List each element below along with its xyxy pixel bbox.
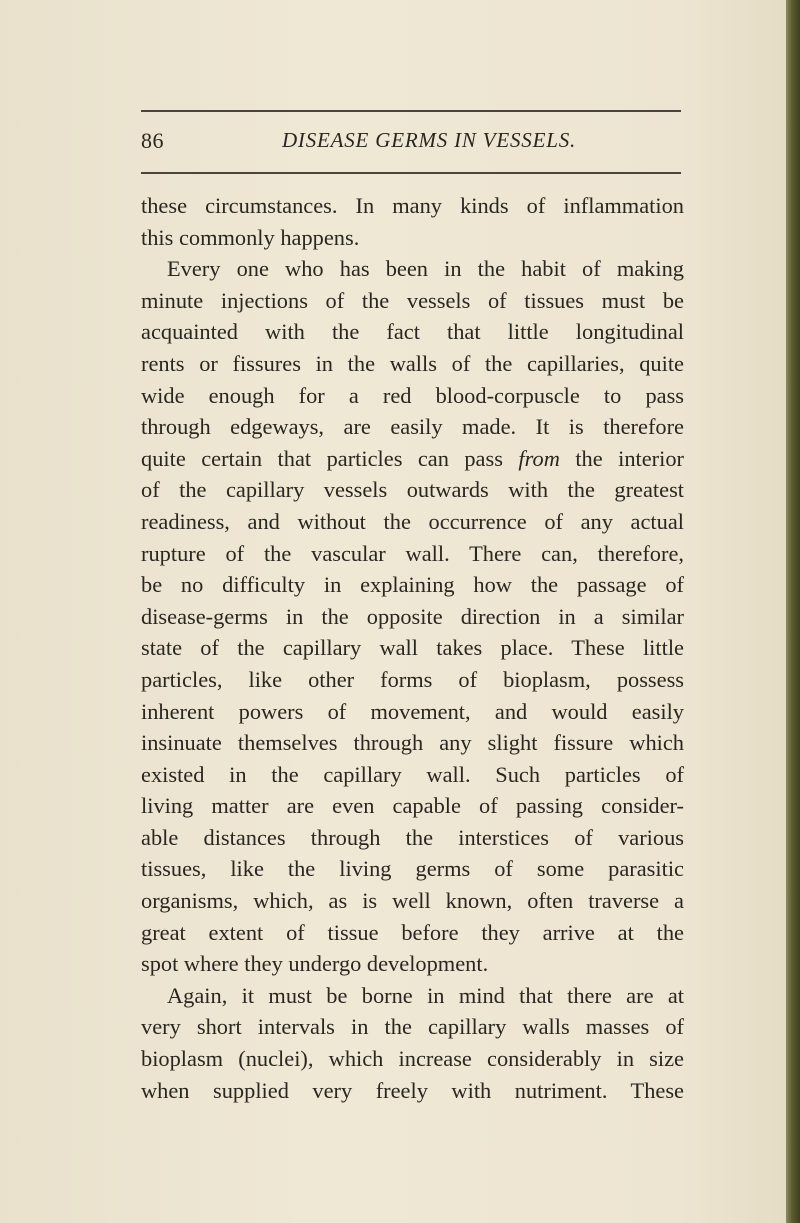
text-line: very short intervals in the capillary walls masses of — [141, 1014, 684, 1040]
text-segment: the interior — [575, 445, 685, 471]
text-line: acquainted with the fact that little longitudinal — [141, 319, 684, 345]
text-line: Again, it must be borne in mind that there are at — [167, 982, 684, 1008]
text-segment: quite certain that particles can pass — [141, 445, 503, 471]
text-line: wide enough for a red blood-corpuscle to pass — [141, 382, 684, 408]
text-line: able distances through the interstices of various — [141, 824, 684, 850]
emphasized-word: from — [518, 445, 560, 471]
page-header — [141, 128, 681, 162]
text-line: spot where they undergo development. — [141, 951, 489, 977]
text-line: state of the capillary wall takes place. These little — [141, 635, 684, 661]
text-line: particles, like other forms of bioplasm, possess — [141, 666, 684, 692]
text-line: when supplied very freely with nutriment. These — [141, 1077, 684, 1103]
text-line: be no difficulty in explaining how the passage of — [141, 572, 684, 598]
text-line: tissues, like the living germs of some parasitic — [141, 856, 684, 882]
text-line: rupture of the vascular wall. There can, therefore, — [141, 540, 684, 566]
text-line: organisms, which, as is well known, often traverse a — [141, 888, 684, 914]
text-line: great extent of tissue before they arrive at the — [141, 919, 684, 945]
text-line: minute injections of the vessels of tissues must be — [141, 287, 684, 313]
text-line: bioplasm (nuclei), which increase considerably in size — [141, 1046, 684, 1072]
text-line: living matter are even capable of passing consider- — [141, 793, 684, 819]
text-line: through edgeways, are easily made. It is therefore — [141, 414, 684, 440]
text-line-with-emphasis — [141, 443, 684, 475]
text-line: Every one who has been in the habit of making — [167, 256, 684, 282]
body-text — [141, 190, 684, 1106]
text-line: rents or fissures in the walls of the capillaries, quite — [141, 350, 684, 376]
text-line: readiness, and without the occurrence of any actual — [141, 508, 684, 534]
text-line: this commonly happens. — [141, 224, 360, 250]
text-line: inherent powers of movement, and would easily — [141, 698, 684, 724]
text-line: insinuate themselves through any slight fissure which — [141, 730, 684, 756]
text-line: these circumstances. In many kinds of inflammation — [141, 193, 684, 218]
page-number: 86 — [141, 128, 164, 153]
text-line: of the capillary vessels outwards with the greatest — [141, 477, 684, 503]
text-line: existed in the capillary wall. Such particles of — [141, 761, 684, 787]
running-head: DISEASE GERMS IN VESSELS. — [281, 128, 577, 152]
header-rule-bottom — [141, 172, 681, 174]
page-edge — [786, 0, 800, 1223]
header-rule-top — [141, 110, 681, 112]
text-line: disease-germs in the opposite direction in a similar — [141, 603, 684, 629]
